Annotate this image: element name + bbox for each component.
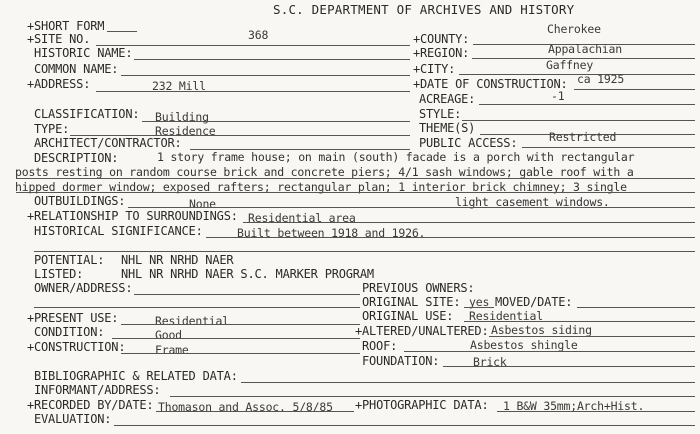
region-value: Appalachian bbox=[548, 42, 622, 56]
description-rule-1 bbox=[16, 178, 695, 179]
original-use-label: ORIGINAL USE: bbox=[362, 309, 454, 323]
recorded-by-label: +RECORDED BY/DATE: bbox=[27, 398, 154, 412]
public-access-label: PUBLIC ACCESS: bbox=[419, 136, 518, 150]
bibliographic-line bbox=[241, 382, 695, 383]
address-label: +ADDRESS: bbox=[27, 77, 91, 91]
region-label: +REGION: bbox=[413, 46, 470, 60]
common-name-label: COMMON NAME: bbox=[34, 62, 119, 76]
description-line-2: posts resting on random course brick and concrete piers; 4/1 sash windows; gable roof with a bbox=[15, 165, 634, 179]
moved-date-line bbox=[577, 307, 695, 308]
evaluation-label: EVALUATION: bbox=[34, 412, 112, 426]
present-use-line bbox=[121, 324, 360, 325]
original-site-line bbox=[464, 307, 494, 308]
historical-significance-value: Built between 1918 and 1926. bbox=[237, 226, 426, 240]
altered-label: +ALTERED/UNALTERED: bbox=[355, 324, 489, 338]
owner-address-line bbox=[134, 294, 360, 295]
foundation-line bbox=[443, 366, 695, 367]
address-line bbox=[96, 91, 410, 92]
owner-address-label: OWNER/ADDRESS: bbox=[34, 281, 133, 295]
style-label: STYLE: bbox=[419, 107, 462, 121]
roof-line bbox=[404, 351, 695, 352]
city-value: Gaffney bbox=[546, 58, 594, 72]
photographic-data-line bbox=[497, 411, 695, 412]
description-line-1: 1 story frame house; on main (south) facade is a porch with rectangular bbox=[157, 150, 635, 164]
listed-label: LISTED: bbox=[34, 267, 84, 281]
classification-value: Building bbox=[155, 110, 209, 124]
description-line-3: hipped dormer window; exposed rafters; rectangular plan; 1 interior brick chimney; 3 single bbox=[15, 180, 627, 194]
recorded-by-line bbox=[156, 411, 354, 412]
site-no-value: 368 bbox=[248, 28, 269, 42]
date-of-construction-value: ca 1925 bbox=[577, 72, 625, 86]
roof-label: ROOF: bbox=[362, 339, 398, 353]
date-of-construction-line bbox=[574, 89, 695, 90]
relationship-line bbox=[243, 222, 695, 223]
informant-line bbox=[170, 396, 695, 397]
condition-line bbox=[112, 338, 360, 339]
common-name-line bbox=[121, 75, 410, 76]
previous-owners-label: PREVIOUS OWNERS: bbox=[362, 281, 475, 295]
construction-value: Frame bbox=[155, 343, 189, 357]
description-line-4: light casement windows. bbox=[455, 195, 610, 209]
altered-value: Asbestos siding bbox=[491, 323, 592, 337]
foundation-label: FOUNDATION: bbox=[362, 354, 440, 368]
outbuildings-line bbox=[128, 207, 695, 208]
moved-date-label: MOVED/DATE: bbox=[495, 295, 573, 309]
county-value: Cherokee bbox=[547, 22, 601, 36]
historic-name-label: HISTORIC NAME: bbox=[34, 46, 133, 60]
historical-significance-label: HISTORICAL SIGNIFICANCE: bbox=[34, 224, 203, 238]
acreage-value: -1 bbox=[551, 89, 565, 103]
original-site-value: yes bbox=[469, 295, 490, 309]
site-no-line bbox=[96, 45, 410, 46]
photographic-data-label: +PHOTOGRAPHIC DATA: bbox=[355, 398, 489, 412]
foundation-value: Brick bbox=[473, 355, 507, 369]
type-label: TYPE: bbox=[34, 122, 70, 136]
photographic-data-value: 1 B&W 35mm;Arch+Hist. bbox=[503, 399, 645, 413]
condition-value: Good bbox=[155, 328, 182, 342]
city-label: +CITY: bbox=[413, 62, 456, 76]
type-value: Residence bbox=[155, 124, 216, 138]
classification-line bbox=[142, 121, 410, 122]
relationship-value: Residential area bbox=[248, 211, 356, 225]
architect-label: ARCHITECT/CONTRACTOR: bbox=[34, 136, 182, 150]
construction-line bbox=[121, 353, 360, 354]
listed-codes: NHL NR NRHD NAER S.C. MARKER PROGRAM bbox=[121, 267, 374, 281]
roof-value: Asbestos shingle bbox=[470, 338, 578, 352]
informant-label: INFORMANT/ADDRESS: bbox=[34, 383, 161, 397]
public-access-line bbox=[522, 147, 695, 148]
theme-label: THEME(S) bbox=[419, 121, 476, 135]
outbuildings-value: None bbox=[189, 197, 216, 211]
original-use-value: Residential bbox=[469, 309, 543, 323]
potential-label: POTENTIAL: bbox=[34, 253, 105, 267]
site-no-label: +SITE NO. bbox=[27, 32, 91, 46]
historical-significance-line bbox=[206, 237, 695, 238]
public-access-value: Restricted bbox=[549, 130, 617, 144]
construction-label: +CONSTRUCTION: bbox=[27, 340, 126, 354]
historical-significance-line-2 bbox=[34, 251, 695, 252]
present-use-value: Residential bbox=[155, 314, 229, 328]
classification-label: CLASSIFICATION: bbox=[34, 107, 140, 121]
acreage-label: ACREAGE: bbox=[419, 92, 476, 106]
description-label: DESCRIPTION: bbox=[34, 151, 119, 165]
acreage-line bbox=[479, 104, 695, 105]
altered-line bbox=[489, 336, 695, 337]
outbuildings-label: OUTBUILDINGS: bbox=[34, 194, 126, 208]
style-line bbox=[462, 120, 695, 121]
address-value: 232 Mill bbox=[152, 79, 206, 93]
owner-address-line-2 bbox=[34, 307, 360, 308]
evaluation-line bbox=[114, 425, 695, 426]
condition-label: CONDITION: bbox=[34, 325, 105, 339]
form-title: S.C. DEPARTMENT OF ARCHIVES AND HISTORY bbox=[273, 2, 575, 17]
original-site-label: ORIGINAL SITE: bbox=[362, 295, 461, 309]
bibliographic-label: BIBLIOGRAPHIC & RELATED DATA: bbox=[34, 369, 238, 383]
original-use-line bbox=[464, 321, 695, 322]
recorded-by-value: Thomason and Assoc. 5/8/85 bbox=[158, 400, 333, 414]
date-of-construction-label: +DATE OF CONSTRUCTION: bbox=[413, 77, 568, 91]
potential-codes: NHL NR NRHD NAER bbox=[121, 253, 234, 267]
short-form-line bbox=[107, 31, 137, 32]
county-label: +COUNTY: bbox=[413, 32, 470, 46]
relationship-label: +RELATIONSHIP TO SURROUNDINGS: bbox=[27, 209, 238, 223]
historic-name-line bbox=[134, 59, 410, 60]
short-form-label: +SHORT FORM bbox=[27, 19, 105, 33]
present-use-label: +PRESENT USE: bbox=[27, 311, 119, 325]
description-rule-2 bbox=[16, 192, 695, 193]
